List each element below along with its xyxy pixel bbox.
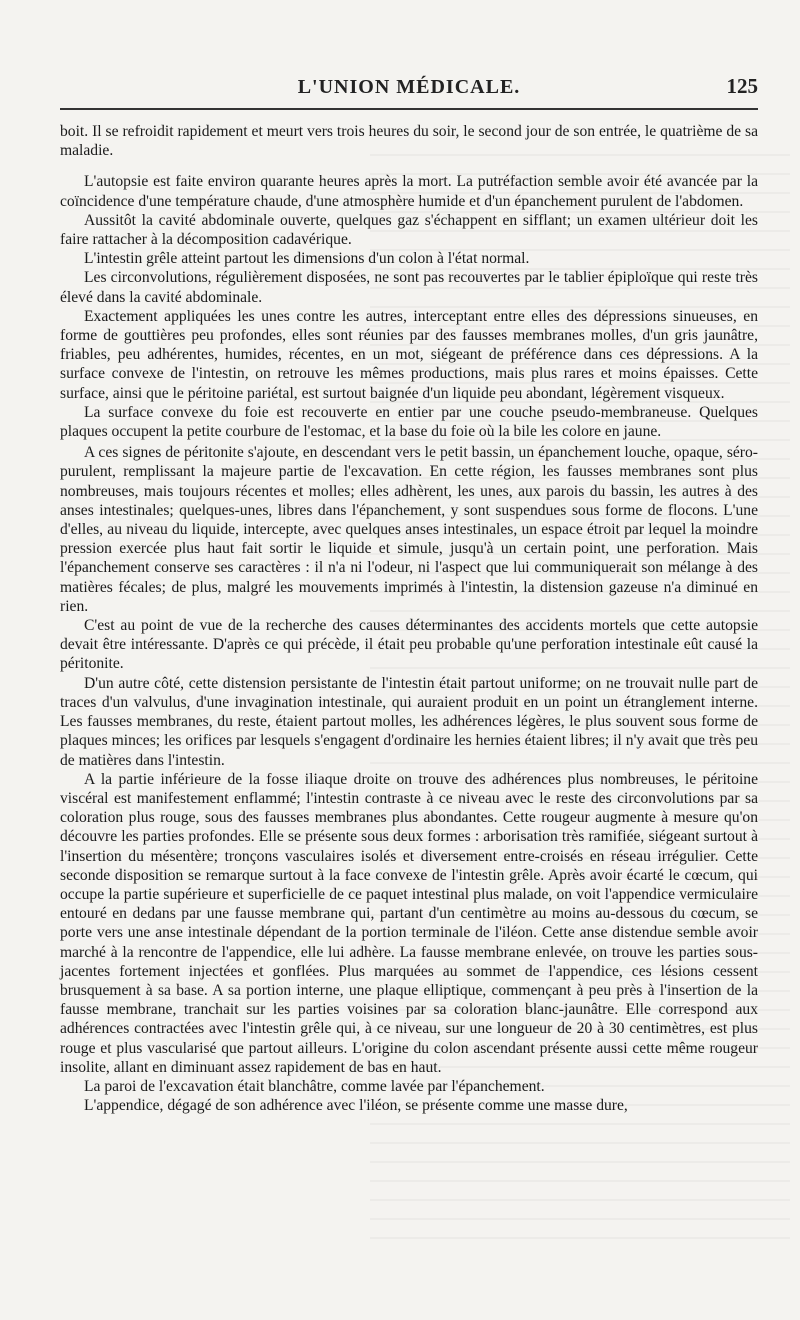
paragraph: Les circonvolutions, régulièrement disposées, ne sont pas recouvertes par le tablier épiploïque qui reste très élevé dans la cavité abdominale. (60, 269, 758, 306)
paragraph: Exactement appliquées les unes contre les autres, interceptant entre elles des dépressions sinueuses, en forme de gouttières peu profondes, elles sont réunies par des fausses membranes molles, d'un gris jaunâtre, friables, peu adhérentes, humides, récentes, en un mot, siégeant de préférence dans ces dépressions. A la surface convexe de l'intestin, on retrouve les mêmes productions, mais plus rares et moins épaisses. Cette surface, ainsi que le péritoine pariétal, est surtout baignée d'un liquide peu abondant, légèrement visqueux. (60, 307, 758, 402)
paragraph: L'appendice, dégagé de son adhérence avec l'iléon, se présente comme une masse dure, (84, 1097, 628, 1115)
page-header (60, 72, 758, 104)
paragraph: La surface convexe du foie est recouverte en entier par une couche pseudo-membraneuse. Quelques plaques occupent la petite courbure de l'estomac, et la base du foie où la bile les colore en jaune. (60, 403, 758, 441)
running-title: L'UNION MÉDICALE. (297, 76, 521, 98)
paragraph: La paroi de l'excavation était blanchâtre, comme lavée par l'épanchement. (84, 1077, 545, 1095)
paragraph: D'un autre côté, cette distension persistante de l'intestin était partout uniforme; on ne trouvait nulle part de traces d'un valvulus, d'une invagination intestinale, qui auraient produit en un point un étranglement interne. Les fausses membranes, du reste, étaient partout molles, les adhérences légères, le plus souvent sous forme de plaques minces; les orifices par lesquels s'engagent d'ordinaire les hernies étaient libres; il n'y avait que très peu de matières dans l'intestin. (60, 674, 758, 769)
paragraph: Aussitôt la cavité abdominale ouverte, quelques gaz s'échappent en sifflant; un examen ultérieur doit les faire rattacher à la décomposition cadavérique. (60, 211, 758, 249)
paragraph: A ces signes de péritonite s'ajoute, en descendant vers le petit bassin, un épanchement louche, opaque, séro-purulent, remplissant la majeure partie de l'excavation. En cette région, les fausses membranes sont plus nombreuses, mais toujours récentes et molles; elles adhèrent, les unes, aux parois du bassin, les autres à des anses intestinales; quelques-unes, libres dans l'épanchement, y sont suspendues sous forme de flocons. L'une d'elles, au niveau du liquide, intercepte, avec quelques anses intestinales, un espace étroit par lequel la moindre pression exercée plus haut fait sortir le liquide et simule, jusqu'à un certain point, une perforation. Mais l'épanchement conserve ses caractères : il n'a ni l'odeur, ni l'aspect que lui communiquerait son mélange à des matières fécales; de plus, malgré les mouvements imprimés à l'intestin, la distension gazeuse n'a diminué en rien. (60, 444, 758, 615)
header-rule (60, 108, 758, 110)
paragraph: L'autopsie est faite environ quarante heures après la mort. La putréfaction semble avoir été avancée par la coïncidence d'une température chaude, d'une atmosphère humide et d'un épanchement purulent de l'abdomen. (60, 173, 758, 210)
paragraph: C'est au point de vue de la recherche des causes déterminantes des accidents mortels que cette autopsie devait être intéressante. D'après ce qui précède, il était peu probable qu'une perforation intestinale eût causé la péritonite. (60, 617, 758, 673)
paragraph: L'intestin grêle atteint partout les dimensions d'un colon à l'état normal. (84, 250, 530, 268)
paragraph: boit. Il se refroidit rapidement et meurt vers trois heures du soir, le second jour de son entrée, le quatrième de sa maladie. (60, 123, 758, 160)
body-text (60, 122, 758, 1115)
page-number: 125 (726, 74, 758, 98)
paragraph: A la partie inférieure de la fosse iliaque droite on trouve des adhérences plus nombreuses, le péritoine viscéral est manifestement enflammé; l'intestin contraste à ce niveau avec le reste des circonvolutions par sa coloration plus rouge, sous des fausses membranes plus abondantes. Cette rougeur augmente à mesure qu'on découvre les parties profondes. Elle se présente sous deux formes : arborisation très ramifiée, siégeant surtout à l'insertion du mésentère; tronçons vasculaires isolés et diversement entre-croisés en réseau irrégulier. Cette seconde disposition se remarque surtout à la face convexe de l'intestin grêle. Après avoir écarté le cœcum, qui occupe la partie supérieure et superficielle de ce paquet intestinal plus malade, on voit l'appendice vermiculaire entouré en dedans par une fausse membrane qui, partant d'un centimètre au moins au-dessous du cœcum, se porte vers une anse intestinale dépendant de la portion terminale de l'iléon. Cette anse distendue semble avoir marché à la rencontre de l'appendice, elle lui adhère. La fausse membrane enlevée, on trouve les parties sous-jacentes fortement injectées et gonflées. Plus marquées au sommet de l'appendice, ces lésions cessent brusquement à sa base. A sa portion interne, une plaque elliptique, commençant à peu près à l'insertion de la fausse membrane, tranchait sur les parties voisines par sa coloration blanc-jaunâtre. Elle correspond aux adhérences contractées avec l'intestin grêle qui, à ce niveau, sur une longueur de 20 à 30 centimètres, est plus rouge et plus vascularisé que partout ailleurs. L'origine du colon ascendant présente aussi cette même rougeur insolite, allant en diminuant assez rapidement de bas en haut. (60, 770, 758, 1076)
